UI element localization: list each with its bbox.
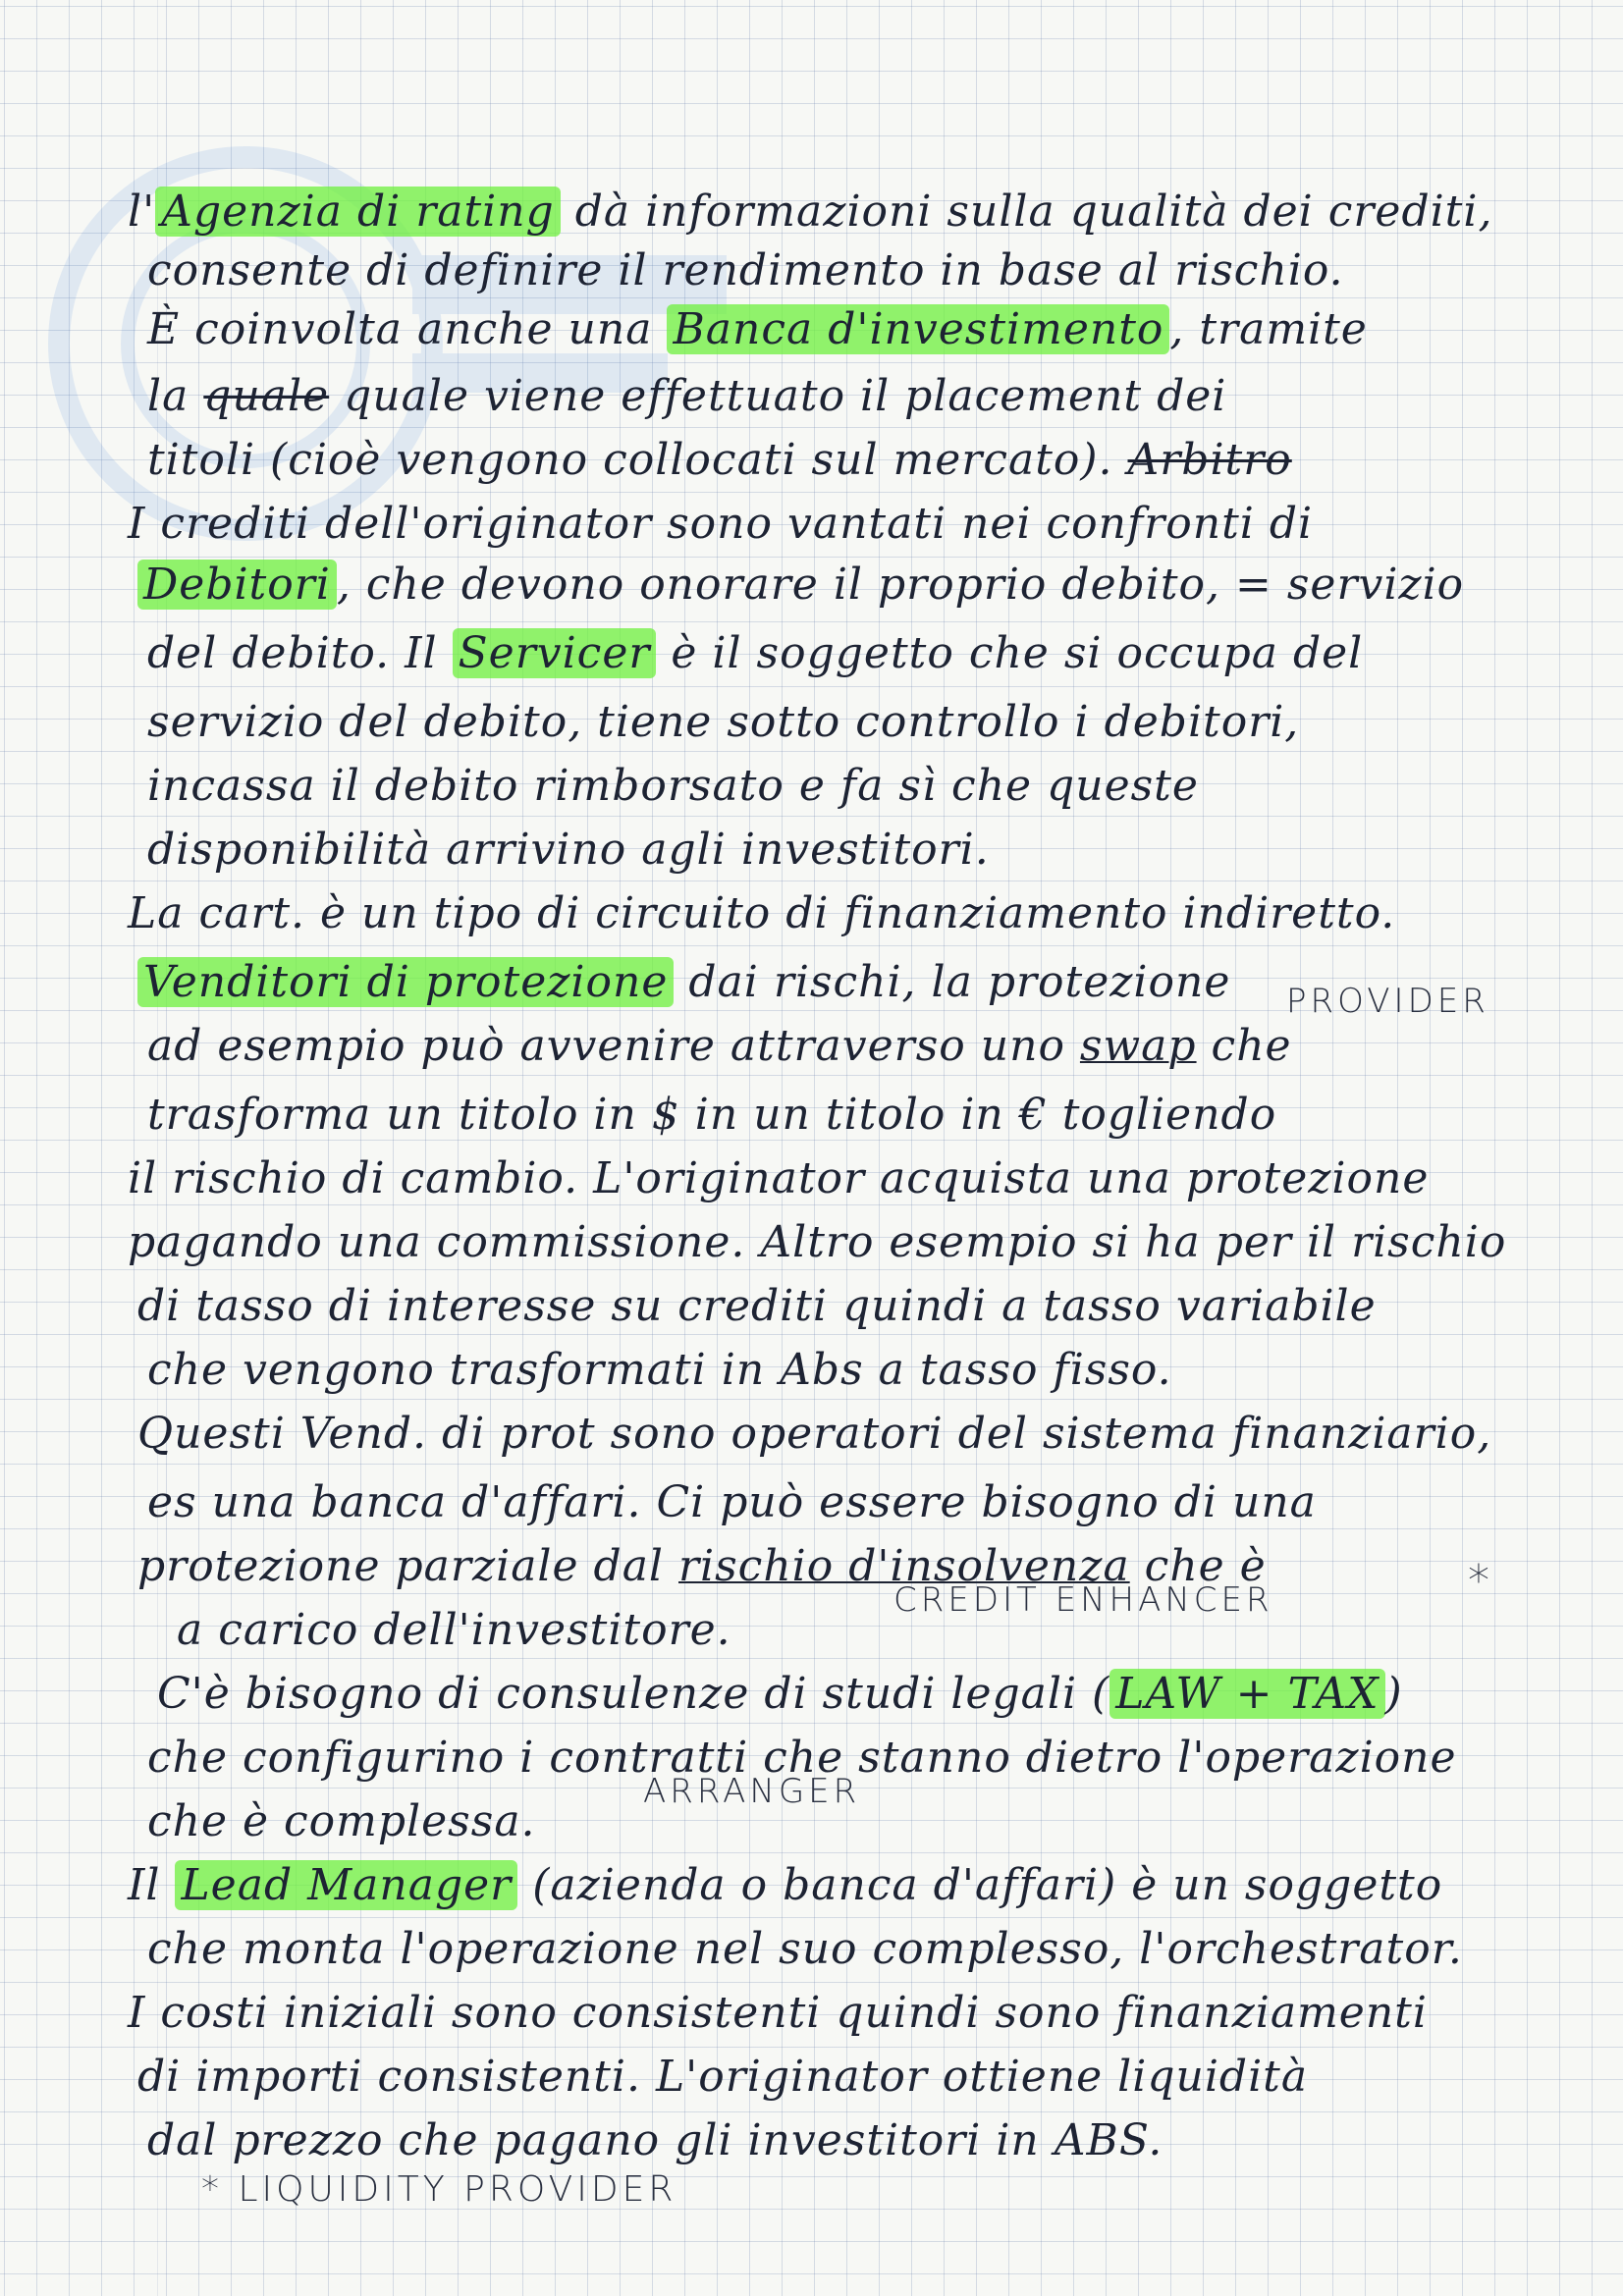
text-segment: che vengono trasformati in Abs a tasso fisso. xyxy=(147,1345,1172,1395)
text-line xyxy=(147,2115,1163,2165)
text-line xyxy=(147,371,1226,421)
text-segment: pagando una commissione. Altro esempio si ha per il rischio xyxy=(128,1217,1507,1267)
text-segment: dal prezzo che pagano gli investitori in ABS. xyxy=(147,2115,1163,2165)
text-segment: ad esempio può avvenire attraverso uno xyxy=(147,1021,1080,1071)
text-segment: che è xyxy=(1129,1541,1267,1591)
highlighted-term: Agenzia di rating xyxy=(155,187,561,237)
text-line xyxy=(147,1924,1463,1974)
text-segment: È coinvolta anche una xyxy=(147,304,668,354)
annotation-provider: PROVIDER xyxy=(1286,982,1489,1021)
text-line xyxy=(128,888,1395,938)
text-segment: che xyxy=(1196,1021,1292,1071)
text-segment: I crediti dell'originator sono vantati nei confronti di xyxy=(128,499,1314,549)
text-segment: servizio del debito, tiene sotto controllo i debitori, xyxy=(147,697,1300,747)
text-line xyxy=(137,1409,1491,1459)
highlighted-term: LAW + TAX xyxy=(1109,1669,1384,1719)
text-line xyxy=(147,435,1292,485)
footnote-liquidity-provider: * LIQUIDITY PROVIDER xyxy=(201,2169,677,2210)
text-line xyxy=(137,1281,1377,1331)
text-line xyxy=(128,1153,1429,1203)
underlined-text: rischio d'insolvenza xyxy=(678,1541,1130,1591)
text-segment: trasforma un titolo in $ in un titolo in € togliendo xyxy=(147,1090,1277,1140)
struck-text: Arbitro xyxy=(1127,435,1292,485)
text-line xyxy=(147,245,1344,295)
text-line xyxy=(147,1090,1276,1140)
text-line xyxy=(137,957,1230,1007)
text-segment: Il xyxy=(128,1860,176,1910)
text-segment: dà informazioni sulla qualità dei crediti, xyxy=(560,187,1493,237)
text-line xyxy=(137,560,1464,610)
text-segment: , tramite xyxy=(1169,304,1368,354)
text-segment: protezione parziale dal xyxy=(137,1541,678,1591)
text-line xyxy=(147,1345,1172,1395)
highlighted-term: Servicer xyxy=(453,628,657,678)
text-segment: incassa il debito rimborsato e fa sì che queste xyxy=(147,761,1199,811)
text-line xyxy=(128,1860,1442,1910)
text-segment: titoli (cioè vengono collocati sul mercato). xyxy=(147,435,1128,485)
annotation-credit-enhancer: CREDIT ENHANCER xyxy=(893,1580,1273,1620)
text-segment: è il soggetto che si occupa del xyxy=(656,628,1364,678)
text-segment: dai rischi, la protezione xyxy=(674,957,1231,1007)
text-segment: (azienda o banca d'affari) è un soggetto xyxy=(517,1860,1443,1910)
text-segment: I costi iniziali sono consistenti quindi sono finanziamenti xyxy=(128,1988,1428,2038)
highlighted-term: Banca d'investimento xyxy=(667,304,1169,354)
text-line xyxy=(177,1605,731,1655)
text-segment: C'è bisogno di consulenze di studi legali ( xyxy=(157,1669,1110,1719)
text-line xyxy=(137,2052,1308,2102)
text-line xyxy=(147,697,1299,747)
text-line xyxy=(147,1021,1292,1071)
underlined-text: swap xyxy=(1079,1021,1197,1071)
annotation-asterisk: * xyxy=(1468,1556,1493,1606)
struck-text: quale xyxy=(203,371,330,421)
text-segment: a carico dell'investitore. xyxy=(177,1605,731,1655)
text-segment: di tasso di interesse su crediti quindi a tasso variabile xyxy=(137,1281,1377,1331)
text-segment: quale viene effettuato il placement dei xyxy=(329,371,1227,421)
text-segment: del debito. Il xyxy=(147,628,453,678)
text-line xyxy=(128,499,1313,549)
text-segment: ) xyxy=(1384,1669,1403,1719)
text-segment: consente di definire il rendimento in base al rischio. xyxy=(147,245,1344,295)
text-segment: Questi Vend. di prot sono operatori del sistema finanziario, xyxy=(137,1409,1492,1459)
text-line xyxy=(147,761,1199,811)
highlighted-term: Venditori di protezione xyxy=(137,957,674,1007)
text-line xyxy=(128,1217,1506,1267)
text-segment: la xyxy=(147,371,204,421)
text-line xyxy=(147,628,1363,678)
text-segment: che monta l'operazione nel suo complesso, l'orchestrator. xyxy=(147,1924,1463,1974)
text-line xyxy=(147,1477,1317,1527)
text-segment: l' xyxy=(128,187,156,237)
text-segment: es una banca d'affari. Ci può essere bisogno di una xyxy=(147,1477,1317,1527)
text-segment: il rischio di cambio. L'originator acquista una protezione xyxy=(128,1153,1430,1203)
text-segment: La cart. è un tipo di circuito di finanziamento indiretto. xyxy=(128,888,1396,938)
text-line xyxy=(147,304,1368,354)
text-segment: , che devono onorare il proprio debito, = servizio xyxy=(336,560,1465,610)
highlighted-term: Lead Manager xyxy=(175,1860,517,1910)
text-segment: che configurino i contratti che stanno dietro l'operazione xyxy=(147,1733,1457,1783)
annotation-arranger: ARRANGER xyxy=(643,1772,861,1811)
text-line xyxy=(147,1796,536,1846)
text-line xyxy=(147,825,990,875)
text-line xyxy=(128,187,1492,237)
text-segment: che è complessa. xyxy=(147,1796,536,1846)
text-segment: disponibilità arrivino agli investitori. xyxy=(147,825,990,875)
text-line xyxy=(157,1669,1403,1719)
text-line xyxy=(128,1988,1428,2038)
highlighted-term: Debitori xyxy=(137,560,337,610)
text-segment: di importi consistenti. L'originator ottiene liquidità xyxy=(137,2052,1309,2102)
